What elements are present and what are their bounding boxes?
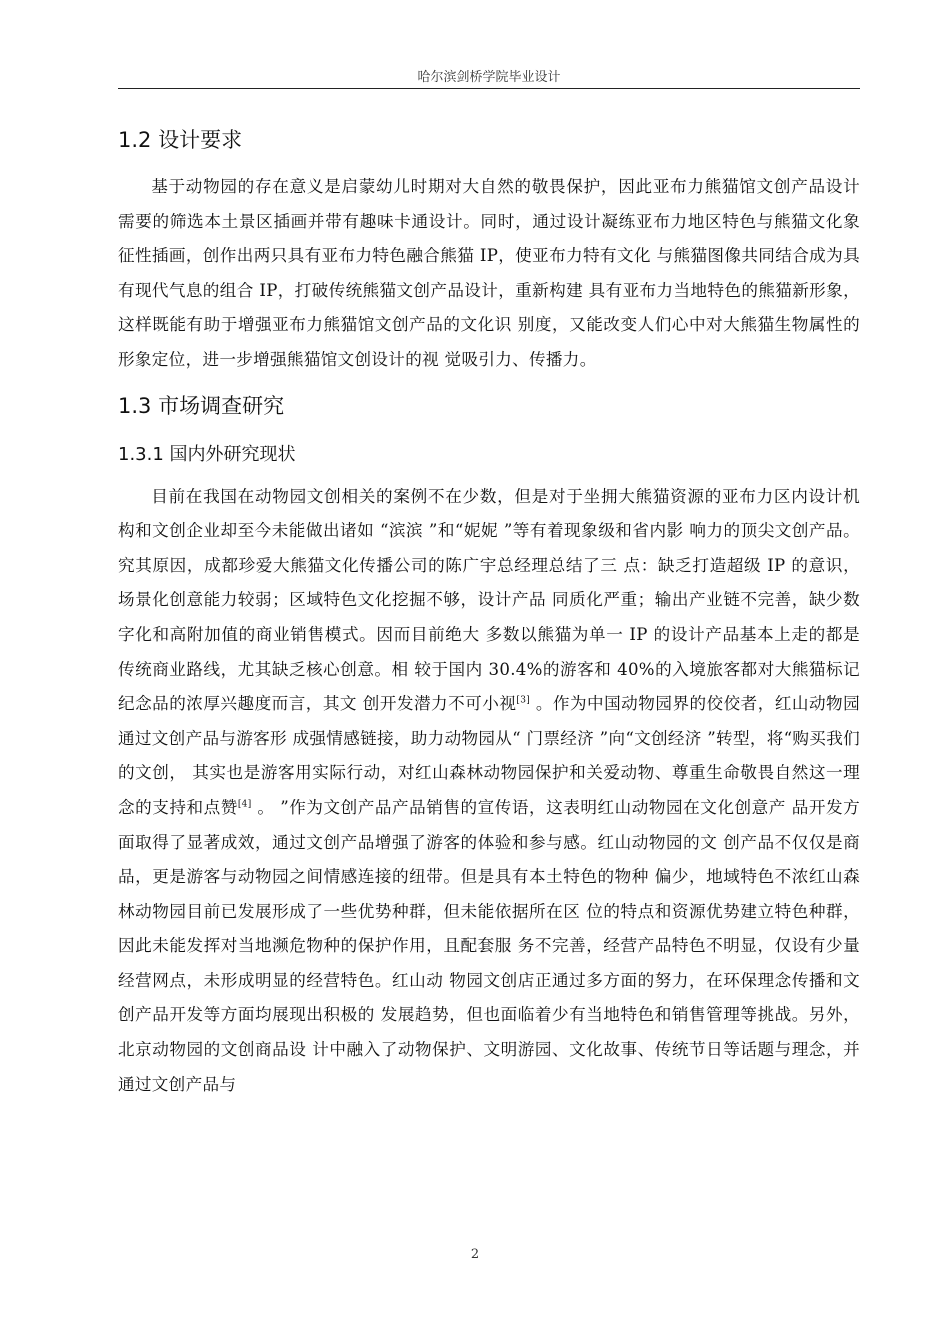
page-header: 哈尔滨剑桥学院毕业设计 bbox=[417, 70, 561, 85]
section-heading-1-3: 1.3 市场调查研究 bbox=[118, 393, 285, 418]
paragraph-design-requirements: 基于动物园的存在意义是启蒙幼儿时期对大自然的敬畏保护，因此亚布力熊猫馆文创产品设计需要的筛选本土景区插画并带有趣味卡通设计。同时，通过设计凝练亚布力地区特色与熊猫文化象征性插画，创作出两只具有亚布力特色融合熊猫 IP，使亚布力特有文化 与熊猫图像共同结合成为具有现代气息的组合 IP，打破传统熊猫文创产品设计，重新构建 具有亚布力当地特色的熊猫新形象，这样既能有助于增强亚布力熊猫馆文创产品的文化识 别度，又能改变人们心中对大熊猫生物属性的形象定位，进一步增强熊猫馆文创设计的视 觉吸引力、传播力。 bbox=[118, 177, 860, 369]
section-heading-1-2: 1.2 设计要求 bbox=[118, 128, 243, 152]
citation-4: [4] bbox=[237, 799, 252, 810]
paragraph-text-part2: 。作为中国动物园界的佼佼者，红山动物园通过文创产品与游客形 成强情感链接，助力动物园从“ 门票经济 ”向“文创经济 ”转型，将“购买我们的文创， 其实也是游客用实际行动，对红山森林动物园保护和关爱动物、尊重生命敬畏自然这一理 念的支持和点赞 bbox=[118, 694, 860, 817]
page-number: 2 bbox=[470, 1247, 480, 1262]
section-heading-1-3-1: 1.3.1 国内外研究现状 bbox=[118, 443, 296, 465]
citation-3: [3] bbox=[516, 695, 531, 706]
paragraph-text-part3: 。 ”作为文创产品产品销售的宣传语，这表明红山动物园在文化创意产 品开发方面取得了显著成效，通过文创产品增强了游客的体验和参与感。红山动物园的文 创产品不仅仅是商品，更是游客与动物园之间情感连接的纽带。但是具有本土特色的物种 偏少，地域特色不浓红山森林动物园目前已发展形成了一些优势种群，但未能依据所在区 位的特点和资源优势建立特色种群，因此未能发挥对当地濒危物种的保护作用，且配套服 务不完善，经营产品特色不明显，仅设有少量经营网点，未形成明显的经营特色。红山动 物园文创店正通过多方面的努力，在环保理念传播和文创产品开发等方面均展现出积极的 发展趋势，但也面临着少有当地特色和销售管理等挑战。另外，北京动物园的文创商品设 计中融入了动物保护、文明游园、文化故事、传统节日等话题与理念，并通过文创产品与 bbox=[118, 797, 860, 1094]
paragraph-text-part1: 目前在我国在动物园文创相关的案例不在少数，但是对于坐拥大熊猫资源的亚布力区内设计机构和文创企业却至今未能做出诸如 “滨滨 ”和“妮妮 ”等有着现象级和省内影 响力的顶尖文创产品。究其原因，成都珍爱大熊猫文化传播公司的陈广宇总经理总结了三 点：缺乏打造超级 IP 的意识，场景化创意能力较弱；区域特色文化挖掘不够，设计产品 同质化严重；输出产业链不完善，缺少数字化和高附加值的商业销售模式。因而目前绝大 多数以熊猫为单一 IP 的设计产品基本上走的都是传统商业路线，尤其缺乏核心创意。相 较于国内 30.4%的游客和 40%的入境旅客都对大熊猫标记纪念品的浓厚兴趣度而言，其文 创开发潜力不可小视 bbox=[118, 486, 860, 714]
paragraph-research-status bbox=[118, 480, 860, 1103]
header-rule bbox=[118, 88, 860, 89]
page-content bbox=[118, 120, 860, 1110]
